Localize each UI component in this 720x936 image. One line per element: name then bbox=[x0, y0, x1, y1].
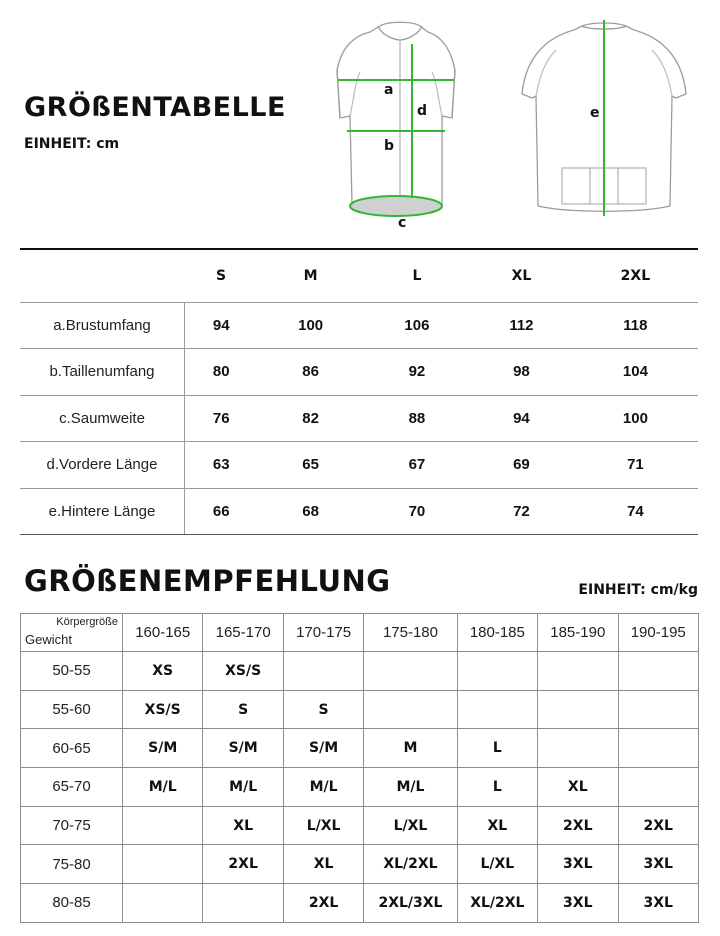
jersey-front-icon bbox=[337, 22, 455, 211]
recommended-size: S/M bbox=[203, 729, 283, 768]
recommended-size: S bbox=[283, 690, 363, 729]
measure-label: d.Vordere Länge bbox=[20, 442, 185, 489]
recommended-size: XS bbox=[123, 652, 203, 691]
recommended-size bbox=[618, 729, 699, 768]
measure-value: 69 bbox=[470, 442, 573, 489]
height-header: 180-185 bbox=[457, 614, 537, 652]
jersey-measurement-diagram bbox=[300, 12, 700, 234]
size-col-header: M bbox=[257, 249, 363, 302]
table-row bbox=[21, 884, 699, 923]
recommended-size bbox=[364, 690, 457, 729]
diagram-label-e: e bbox=[590, 105, 600, 121]
height-header: 170-175 bbox=[283, 614, 363, 652]
size-chart-unit: EINHEIT: cm bbox=[24, 136, 120, 152]
table-row bbox=[21, 690, 699, 729]
recommended-size: L bbox=[457, 729, 537, 768]
table-row bbox=[21, 845, 699, 884]
table-row bbox=[21, 768, 699, 807]
diagram-label-a: a bbox=[384, 82, 394, 98]
measure-value: 94 bbox=[470, 395, 573, 442]
weight-label: 75-80 bbox=[21, 845, 123, 884]
measure-value: 118 bbox=[573, 302, 698, 349]
diagram-label-d: d bbox=[417, 103, 428, 119]
recommended-size: L/XL bbox=[364, 806, 457, 845]
recommended-size: L bbox=[457, 768, 537, 807]
measure-label: a.Brustumfang bbox=[20, 302, 185, 349]
measure-value: 82 bbox=[257, 395, 363, 442]
measure-value: 74 bbox=[573, 488, 698, 535]
table-row bbox=[20, 488, 698, 535]
measure-value: 100 bbox=[257, 302, 363, 349]
table-row bbox=[21, 729, 699, 768]
height-header: 185-190 bbox=[538, 614, 618, 652]
size-table bbox=[20, 248, 698, 535]
recommended-size: 3XL bbox=[538, 845, 618, 884]
recommended-size: 2XL/3XL bbox=[364, 884, 457, 923]
height-header: 160-165 bbox=[123, 614, 203, 652]
measure-value: 92 bbox=[364, 349, 470, 396]
table-row bbox=[20, 395, 698, 442]
recommended-size: L/XL bbox=[283, 806, 363, 845]
measure-value: 71 bbox=[573, 442, 698, 489]
height-header-row bbox=[21, 614, 699, 652]
recommended-size: M/L bbox=[123, 768, 203, 807]
weight-axis-label: Gewicht bbox=[25, 632, 72, 647]
measure-value: 80 bbox=[185, 349, 258, 396]
recommended-size: 2XL bbox=[538, 806, 618, 845]
recommended-size: 3XL bbox=[538, 884, 618, 923]
measure-value: 67 bbox=[364, 442, 470, 489]
measure-value: 86 bbox=[257, 349, 363, 396]
weight-label: 70-75 bbox=[21, 806, 123, 845]
recommended-size: 2XL bbox=[283, 884, 363, 923]
measure-value: 104 bbox=[573, 349, 698, 396]
size-col-header: XL bbox=[470, 249, 573, 302]
recommended-size: M/L bbox=[364, 768, 457, 807]
measure-value: 100 bbox=[573, 395, 698, 442]
measure-value: 63 bbox=[185, 442, 258, 489]
recommended-size: XL bbox=[538, 768, 618, 807]
recommended-size: 3XL bbox=[618, 884, 699, 923]
recommended-size: 2XL bbox=[618, 806, 699, 845]
size-col-header: 2XL bbox=[573, 249, 698, 302]
diagram-label-c: c bbox=[398, 215, 407, 231]
recommended-size bbox=[123, 845, 203, 884]
recommended-size bbox=[618, 652, 699, 691]
recommended-size bbox=[538, 652, 618, 691]
recommended-size: M/L bbox=[203, 768, 283, 807]
height-header: 175-180 bbox=[364, 614, 457, 652]
recommended-size bbox=[538, 690, 618, 729]
measure-value: 72 bbox=[470, 488, 573, 535]
recommended-size: XL bbox=[283, 845, 363, 884]
weight-label: 65-70 bbox=[21, 768, 123, 807]
height-header: 190-195 bbox=[618, 614, 699, 652]
hem-ellipse bbox=[350, 196, 442, 216]
size-col-header: L bbox=[364, 249, 470, 302]
recommended-size: XL/2XL bbox=[364, 845, 457, 884]
recommended-size bbox=[538, 729, 618, 768]
diagram-label-b: b bbox=[384, 138, 395, 154]
recommended-size: XL bbox=[203, 806, 283, 845]
recommendation-corner-cell bbox=[21, 614, 123, 652]
weight-label: 60-65 bbox=[21, 729, 123, 768]
measure-value: 112 bbox=[470, 302, 573, 349]
measure-value: 98 bbox=[470, 349, 573, 396]
weight-label: 80-85 bbox=[21, 884, 123, 923]
recommended-size bbox=[457, 690, 537, 729]
measure-value: 70 bbox=[364, 488, 470, 535]
recommended-size: XL/2XL bbox=[457, 884, 537, 923]
table-row bbox=[20, 442, 698, 489]
measure-value: 94 bbox=[185, 302, 258, 349]
size-col-header: S bbox=[185, 249, 258, 302]
measure-value: 88 bbox=[364, 395, 470, 442]
recommendation-unit: EINHEIT: cm/kg bbox=[578, 582, 698, 598]
recommended-size bbox=[123, 884, 203, 923]
recommended-size bbox=[283, 652, 363, 691]
recommended-size: 3XL bbox=[618, 845, 699, 884]
measure-value: 65 bbox=[257, 442, 363, 489]
recommended-size: XS/S bbox=[203, 652, 283, 691]
recommended-size: S/M bbox=[123, 729, 203, 768]
recommended-size: XS/S bbox=[123, 690, 203, 729]
recommended-size bbox=[123, 806, 203, 845]
recommended-size bbox=[618, 768, 699, 807]
size-chart-title: GRÖßENTABELLE bbox=[24, 92, 286, 123]
weight-label: 50-55 bbox=[21, 652, 123, 691]
measure-value: 76 bbox=[185, 395, 258, 442]
height-header: 165-170 bbox=[203, 614, 283, 652]
recommendation-table bbox=[20, 613, 699, 923]
size-header-corner bbox=[20, 249, 185, 302]
measure-label: b.Taillenumfang bbox=[20, 349, 185, 396]
table-row bbox=[20, 302, 698, 349]
table-row bbox=[21, 652, 699, 691]
recommended-size bbox=[457, 652, 537, 691]
recommended-size: 2XL bbox=[203, 845, 283, 884]
recommended-size: M/L bbox=[283, 768, 363, 807]
recommended-size bbox=[364, 652, 457, 691]
height-axis-label: Körpergröße bbox=[56, 616, 118, 628]
recommended-size: L/XL bbox=[457, 845, 537, 884]
size-header-row bbox=[20, 249, 698, 302]
measure-value: 68 bbox=[257, 488, 363, 535]
recommended-size: S bbox=[203, 690, 283, 729]
recommendation-title: GRÖßENEMPFEHLUNG bbox=[24, 564, 391, 598]
measure-value: 106 bbox=[364, 302, 470, 349]
measure-label: e.Hintere Länge bbox=[20, 488, 185, 535]
measure-value: 66 bbox=[185, 488, 258, 535]
measure-label: c.Saumweite bbox=[20, 395, 185, 442]
recommended-size: M bbox=[364, 729, 457, 768]
recommended-size: XL bbox=[457, 806, 537, 845]
table-row bbox=[21, 806, 699, 845]
recommended-size: S/M bbox=[283, 729, 363, 768]
table-row bbox=[20, 349, 698, 396]
recommended-size bbox=[203, 884, 283, 923]
recommended-size bbox=[618, 690, 699, 729]
weight-label: 55-60 bbox=[21, 690, 123, 729]
